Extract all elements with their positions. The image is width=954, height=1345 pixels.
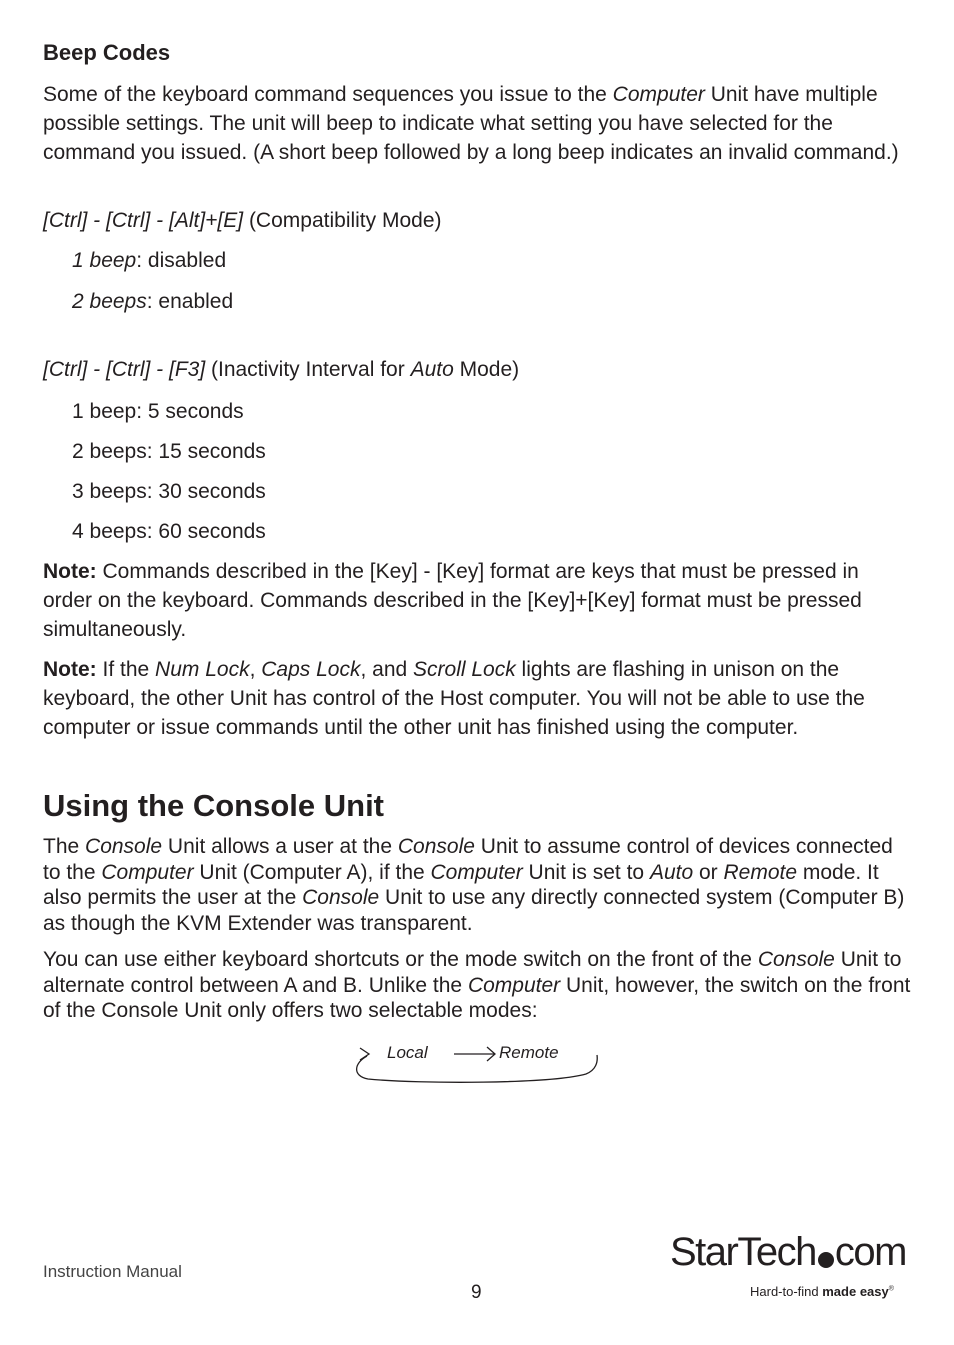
logo-dot-icon — [818, 1252, 834, 1268]
option-item: 1 beep: 5 seconds — [72, 400, 244, 423]
intro-paragraph: Some of the keyboard command sequences you issue to the Computer Unit have multiple possible settings. The unit will beep to indicate what setting you have selected for the command you issued. (A short beep followed by a long beep indicates an invalid command.) — [43, 83, 899, 164]
footer-manual-label: Instruction Manual — [43, 1262, 182, 1281]
logo-wordmark: StarTech com — [670, 1230, 906, 1274]
option-item: 1 beep: disabled — [72, 249, 227, 272]
note-key-format: Note: Commands described in the [Key] - [Key] format are keys that must be pressed in order on the keyboard. Commands described in the [Key]+[Key] format must be pressed simultaneously. — [43, 560, 862, 641]
console-paragraph-1: The Console Unit allows a user at the Console Unit to assume control of devices connected to the Computer Unit (Computer A), if the Computer Unit is set to Auto or Remote mode. It also permits the user at the Console Unit to use any directly connected system (Computer B) as though the KVM Extender was transparent. — [43, 835, 905, 935]
mode-cycle-diagram — [350, 1038, 605, 1088]
option-item: 2 beeps: enabled — [72, 290, 234, 313]
logo-tagline: Hard-to-find made easy® — [750, 1284, 894, 1299]
section-heading-console-unit: Using the Console Unit — [43, 788, 384, 823]
note-lights-flashing: Note: If the Num Lock, Caps Lock, and Scroll Lock lights are flashing in unison on the keyboard, the other Unit has control of the Host computer. You will not be able to use the computer or issue commands until the other unit has finished using the computer. — [43, 658, 865, 739]
command-compatibility-mode: [Ctrl] - [Ctrl] - [Alt]+[E] (Compatibility Mode) — [43, 209, 442, 232]
page-number: 9 — [471, 1282, 482, 1303]
option-item: 3 beeps: 30 seconds — [72, 480, 266, 503]
command-inactivity-interval: [Ctrl] - [Ctrl] - [F3] (Inactivity Interval for Auto Mode) — [43, 358, 520, 381]
mode-label-remote: Remote — [499, 1043, 559, 1062]
console-paragraph-2: You can use either keyboard shortcuts or the mode switch on the front of the Console Unit to alternate control between A and B. Unlike the Computer Unit, however, the switch on the front of the Console Unit only offers two selectable modes: — [43, 948, 911, 1022]
option-item: 2 beeps: 15 seconds — [72, 440, 266, 463]
mode-label-local: Local — [387, 1043, 428, 1062]
startech-logo — [670, 1230, 910, 1305]
option-item: 4 beeps: 60 seconds — [72, 520, 266, 543]
section-heading-beep-codes: Beep Codes — [43, 40, 171, 65]
